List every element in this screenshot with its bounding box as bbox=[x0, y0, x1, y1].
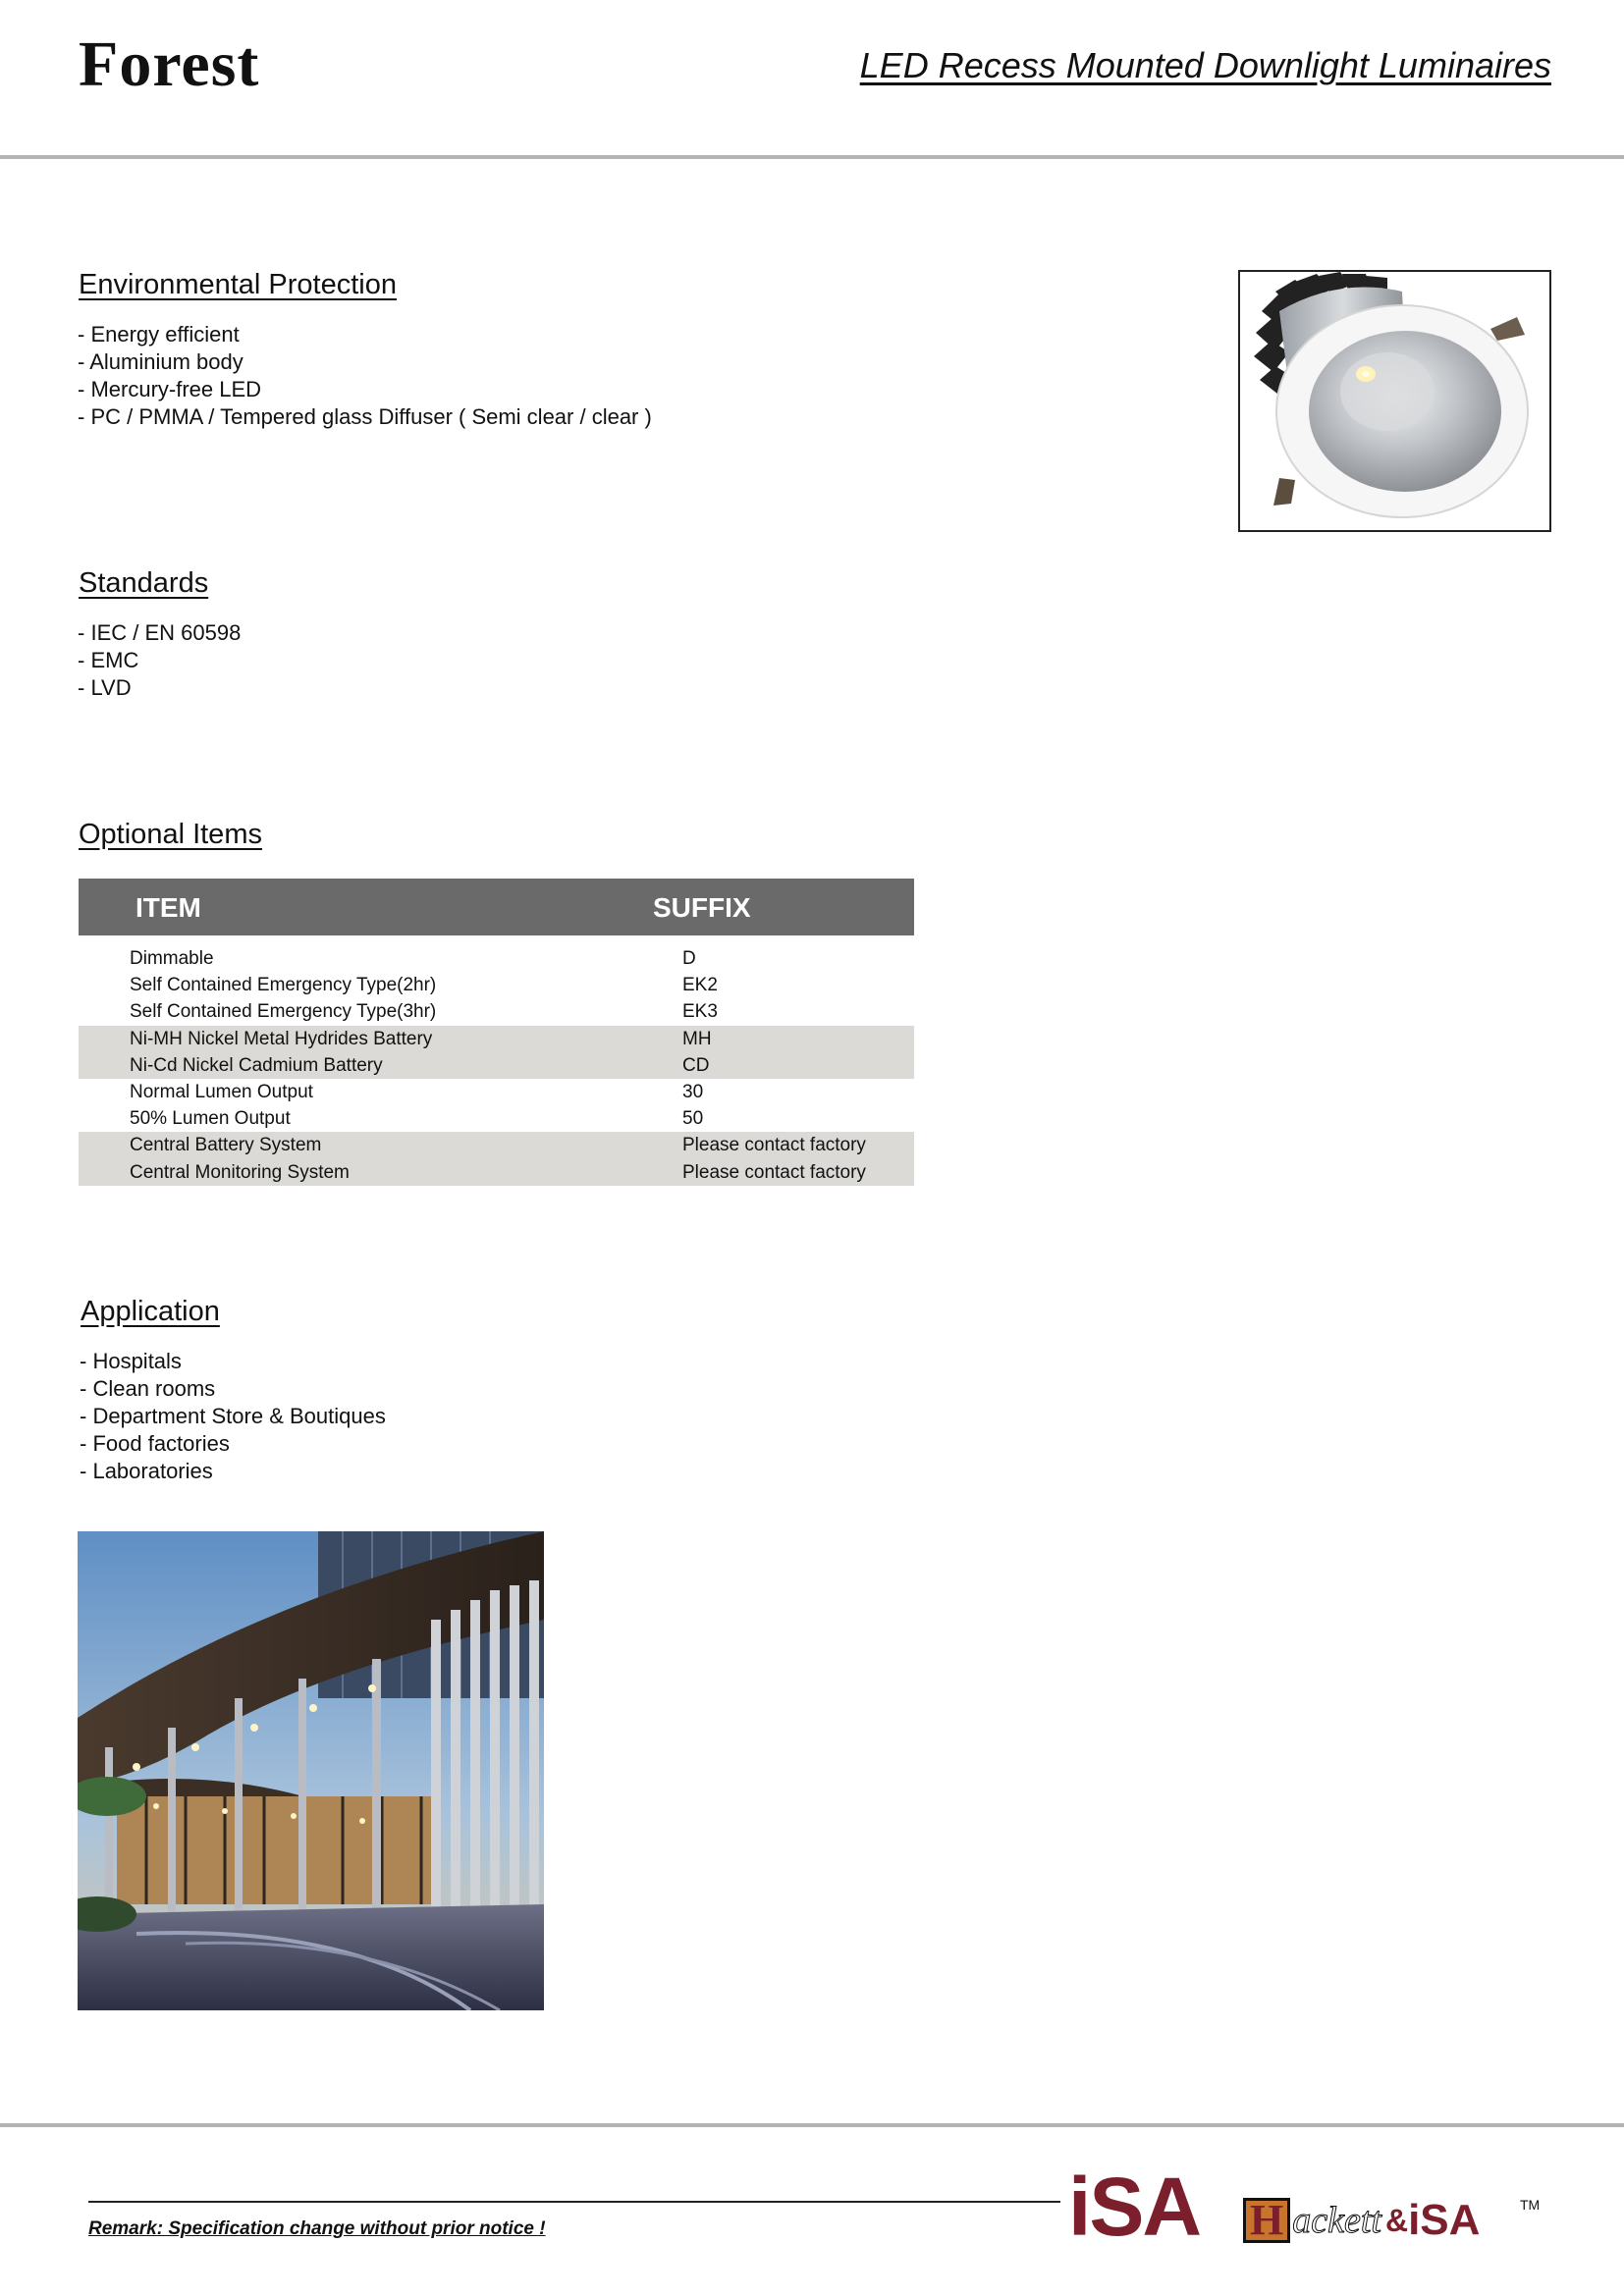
hackett-logo-amp: & bbox=[1384, 2202, 1409, 2238]
list-item: - Aluminium body bbox=[78, 348, 652, 376]
cell-suffix: 30 bbox=[682, 1081, 704, 1102]
list-item: - Laboratories bbox=[80, 1458, 386, 1485]
table-row bbox=[79, 972, 914, 998]
list-item: - Mercury-free LED bbox=[78, 376, 652, 403]
hackett-logo-text: ackett bbox=[1292, 2200, 1381, 2241]
application-title: Application bbox=[81, 1296, 220, 1327]
cell-suffix: Please contact factory bbox=[682, 1135, 866, 1156]
optional-items-table bbox=[79, 879, 914, 1186]
column-header-item: ITEM bbox=[135, 892, 201, 923]
cell-item: Ni-Cd Nickel Cadmium Battery bbox=[130, 1054, 383, 1076]
optional-items-title: Optional Items bbox=[79, 819, 262, 850]
cell-item: 50% Lumen Output bbox=[130, 1108, 291, 1130]
table-row bbox=[79, 1105, 914, 1132]
table-row bbox=[79, 1159, 914, 1186]
list-item: - Hospitals bbox=[80, 1348, 386, 1375]
list-item: - EMC bbox=[78, 647, 241, 674]
standards-list bbox=[78, 619, 241, 702]
list-item: - IEC / EN 60598 bbox=[78, 619, 241, 647]
remark-text: Remark: Specification change without prior notice ! bbox=[88, 2218, 546, 2239]
column-header-suffix: SUFFIX bbox=[653, 892, 751, 923]
hackett-isa-logo bbox=[1243, 2196, 1481, 2244]
list-item: - Energy efficient bbox=[78, 321, 652, 348]
cell-suffix: EK2 bbox=[682, 975, 718, 996]
cell-item: Central Battery System bbox=[130, 1135, 322, 1156]
cell-suffix: CD bbox=[682, 1054, 710, 1076]
cell-item: Dimmable bbox=[130, 948, 214, 969]
hackett-logo-h: H bbox=[1243, 2198, 1290, 2243]
table-row bbox=[79, 945, 914, 972]
table-header bbox=[79, 879, 914, 935]
application-photo bbox=[78, 1531, 544, 2010]
table-body bbox=[79, 935, 914, 1186]
cell-suffix: 50 bbox=[682, 1108, 704, 1130]
trademark-mark: TM bbox=[1520, 2197, 1541, 2213]
footer-divider bbox=[0, 2123, 1624, 2127]
cell-item: Ni-MH Nickel Metal Hydrides Battery bbox=[130, 1028, 433, 1049]
remark-rule bbox=[88, 2201, 1060, 2203]
cell-suffix: Please contact factory bbox=[682, 1161, 866, 1183]
environmental-title: Environmental Protection bbox=[79, 269, 397, 300]
list-item: - LVD bbox=[78, 674, 241, 702]
brand-title: Forest bbox=[79, 28, 260, 100]
cell-item: Normal Lumen Output bbox=[130, 1081, 313, 1102]
list-item: - Food factories bbox=[80, 1430, 386, 1458]
hackett-logo-isa: iSA bbox=[1408, 2196, 1481, 2244]
list-item: - Department Store & Boutiques bbox=[80, 1403, 386, 1430]
list-item: - Clean rooms bbox=[80, 1375, 386, 1403]
table-row bbox=[79, 998, 914, 1025]
isa-logo: iSA bbox=[1068, 2161, 1201, 2253]
cell-suffix: EK3 bbox=[682, 1001, 718, 1023]
cell-suffix: D bbox=[682, 948, 696, 969]
product-image bbox=[1238, 270, 1551, 532]
cell-item: Self Contained Emergency Type(3hr) bbox=[130, 1001, 437, 1023]
table-row bbox=[79, 1079, 914, 1105]
cell-item: Self Contained Emergency Type(2hr) bbox=[130, 975, 437, 996]
application-list bbox=[80, 1348, 386, 1485]
table-row bbox=[79, 1132, 914, 1158]
environmental-list bbox=[78, 321, 652, 431]
standards-title: Standards bbox=[79, 567, 209, 599]
document-title: LED Recess Mounted Downlight Luminaires bbox=[859, 45, 1551, 85]
list-item: - PC / PMMA / Tempered glass Diffuser ( Semi clear / clear ) bbox=[78, 403, 652, 431]
table-row bbox=[79, 1026, 914, 1052]
cell-item: Central Monitoring System bbox=[130, 1161, 350, 1183]
table-row bbox=[79, 1052, 914, 1079]
cell-suffix: MH bbox=[682, 1028, 712, 1049]
header-divider bbox=[0, 155, 1624, 159]
